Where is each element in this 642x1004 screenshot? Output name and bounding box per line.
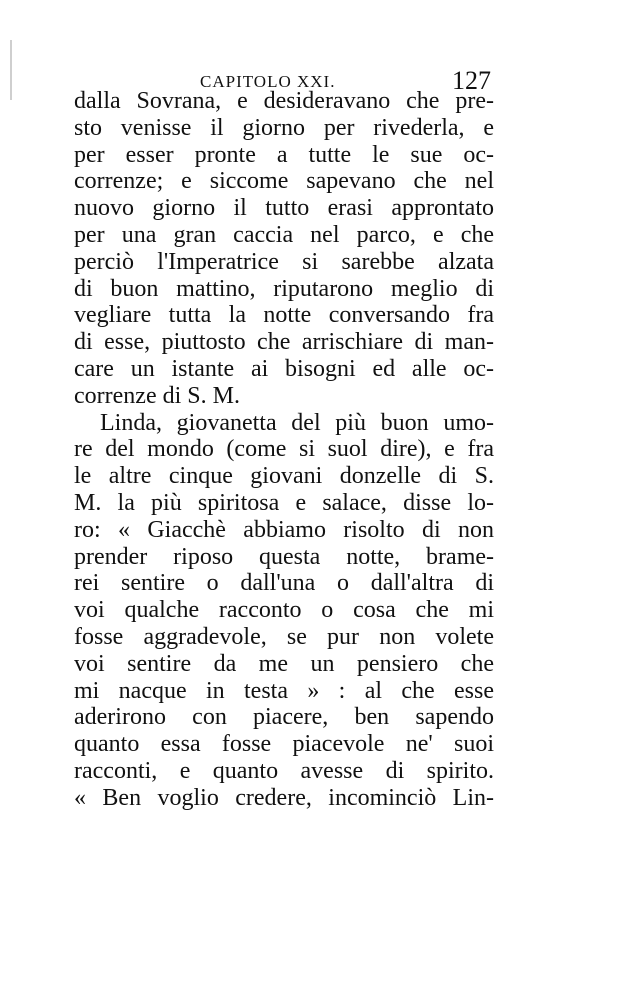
text-line: sto venisse il giorno per rivederla, e bbox=[74, 114, 494, 141]
text-line: re del mondo (come si suol dire), e fra bbox=[74, 436, 494, 463]
text-line: mi nacque in testa » : al che esse bbox=[74, 677, 494, 704]
text-line: per esser pronte a tutte le sue oc- bbox=[74, 141, 494, 168]
text-line: quanto essa fosse piacevole ne' suoi bbox=[74, 731, 494, 758]
text-line: racconti, e quanto avesse di spirito. bbox=[74, 757, 494, 784]
text-line: di esse, piuttosto che arrischiare di man- bbox=[74, 329, 494, 356]
text-line: voi qualche racconto o cosa che mi bbox=[74, 597, 494, 624]
text-line: dalla Sovrana, e desideravano che pre- bbox=[74, 88, 494, 114]
body-text bbox=[74, 88, 494, 812]
text-line: fosse aggradevole, se pur non volete bbox=[74, 623, 494, 650]
text-line: le altre cinque giovani donzelle di S. bbox=[74, 463, 494, 490]
text-line: M. la più spiritosa e salace, disse lo- bbox=[74, 489, 494, 516]
text-line: voi sentire da me un pensiero che bbox=[74, 650, 494, 677]
text-line: vegliare tutta la notte conversando fra bbox=[74, 302, 494, 329]
text-line: care un istante ai bisogni ed alle oc- bbox=[74, 355, 494, 382]
text-line: rei sentire o dall'una o dall'altra di bbox=[74, 570, 494, 597]
text-line: per una gran caccia nel parco, e che bbox=[74, 221, 494, 248]
text-line: ro: « Giacchè abbiamo risolto di non bbox=[74, 516, 494, 543]
text-line: prender riposo questa notte, brame- bbox=[74, 543, 494, 570]
text-line: « Ben voglio credere, incominciò Lin- bbox=[74, 784, 494, 811]
running-head: CAPITOLO XXI. bbox=[200, 72, 336, 91]
text-line: nuovo giorno il tutto erasi approntato bbox=[74, 195, 494, 222]
text-line: correnze di S. M. bbox=[74, 382, 240, 409]
text-line: aderirono con piacere, ben sapendo bbox=[74, 704, 494, 731]
text-line: Linda, giovanetta del più buon umo- bbox=[100, 409, 494, 436]
page-number: 127 bbox=[452, 66, 491, 95]
text-line: di buon mattino, riputarono meglio di bbox=[74, 275, 494, 302]
text-line: perciò l'Imperatrice si sarebbe alzata bbox=[74, 248, 494, 275]
text-line: correnze; e siccome sapevano che nel bbox=[74, 168, 494, 195]
